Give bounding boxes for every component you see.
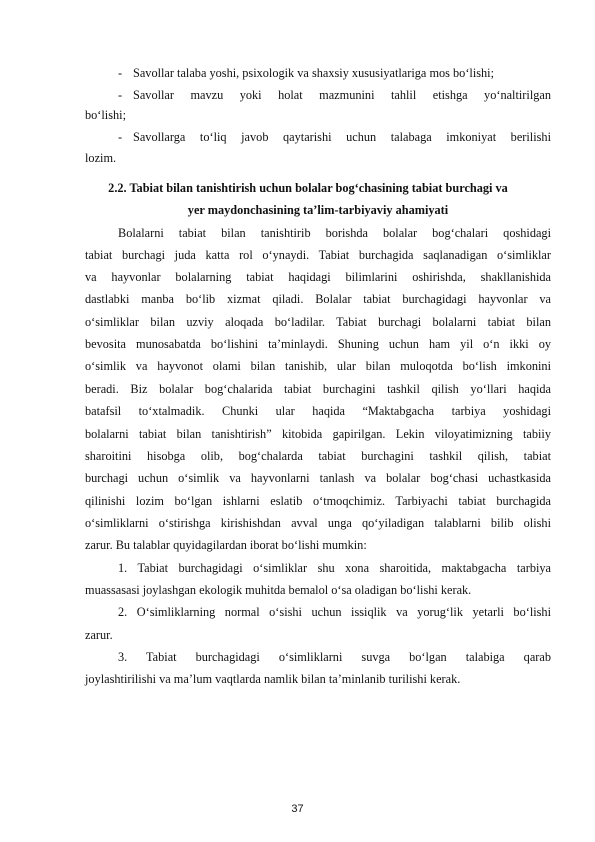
- paragraph-line: o‘simliklarni o‘stirishga kirishishdan avval unga qo‘yiladigan talablarni bilib olishi: [85, 516, 551, 530]
- paragraph-line: dastlabki manba bo‘lib xizmat qiladi. Bolalar tabiat burchagidagi hayvonlar va: [85, 292, 551, 306]
- paragraph-line: batafsil to‘xtalmadik. Chunki ular haqida “Maktabgacha tarbiya yoshidagi: [85, 404, 551, 418]
- paragraph-last-line: zarur. Bu talablar quyidagilardan iborat bo‘lishi mumkin:: [85, 538, 367, 552]
- paragraph-line: bolalarni tabiat bilan tanishtirish” kitobida gapirilgan. Lekin viloyatimizning tabiiy: [85, 427, 551, 441]
- section-heading-line1: 2.2. Tabiat bilan tanishtirish uchun bolalar bog‘chasining tabiat burchagi va: [108, 181, 508, 195]
- paragraph-line: beradi. Biz bolalar bog‘chalarida tabiat burchagini tashkil qilish yo‘llari haqida: [85, 382, 551, 396]
- bullet-dash: -: [118, 88, 123, 102]
- numbered-item-1-cont: muassasasi joylashgan ekologik muhitda bemalol o‘sa oladigan bo‘lishi kerak.: [85, 583, 472, 597]
- paragraph-first-line: Bolalarni tabiat bilan tanishtirib borishda bolalar bog‘chalari qoshidagi: [118, 226, 551, 240]
- bullet-continuation: bo‘lishi;: [85, 108, 126, 122]
- paragraph-line: o‘simlik va hayvonot olami bilan tanishib, ular bilan muloqotda bo‘lish imkonini: [85, 359, 551, 373]
- numbered-item-2: 2. O‘simliklarning normal o‘sishi uchun issiqlik va yorug‘lik yetarli bo‘lishi: [118, 605, 551, 619]
- paragraph-line: qilinishi lozim bo‘lgan ishlarni eslatib o‘tmoqchimiz. Tarbiyachi tabiat burchagida: [85, 494, 551, 508]
- bullet-dash: -: [118, 130, 123, 144]
- bullet-continuation: lozim.: [85, 151, 117, 165]
- numbered-item-1: 1. Tabiat burchagidagi o‘simliklar shu xona sharoitida, maktabgacha tarbiya: [118, 561, 551, 575]
- bullet-dash: -: [118, 66, 123, 80]
- numbered-item-3: 3. Tabiat burchagidagi o‘simliklarni suvga bo‘lgan talabiga qarab: [118, 650, 551, 664]
- paragraph-line: bevosita munosabatda bo‘lishini ta’minlaydi. Shuning uchun ham yil o‘n ikki oy: [85, 337, 551, 351]
- bullet-text: Savollar mavzu yoki holat mazmunini tahlil etishga yo‘naltirilgan: [133, 88, 551, 102]
- bullet-text: Savollar talaba yoshi, psixologik va shaxsiy xususiyatlariga mos bo‘lishi;: [133, 66, 495, 80]
- page-number: 37: [291, 803, 304, 815]
- paragraph-line: o‘simliklar bilan uzviy aloqada bo‘ladilar. Tabiat burchagi bolalarni tabiat bilan: [85, 315, 551, 329]
- section-heading-line2: yer maydonchasining ta’lim-tarbiyaviy ahamiyati: [187, 203, 449, 217]
- paragraph-line: va hayvonlar bolalarning tabiat haqidagi bilimlarini oshirishda, shakllanishida: [85, 270, 551, 284]
- numbered-item-2-cont: zarur.: [85, 628, 113, 642]
- numbered-item-3-cont: joylashtirilishi va ma’lum vaqtlarda namlik bilan ta’minlanib turilishi kerak.: [85, 672, 461, 686]
- paragraph-line: burchagi uchun o‘simlik va hayvonlarni tanlash va bolalar bog‘chasi uchastkasida: [85, 471, 551, 485]
- bullet-text: Savollarga to‘liq javob qaytarishi uchun talabaga imkoniyat berilishi: [133, 130, 551, 144]
- paragraph-line: sharoitini hisobga olib, bog‘chalarda tabiat burchagini tashkil qilish, tabiat: [85, 449, 551, 463]
- paragraph-line: tabiat burchagi juda katta rol o‘ynaydi. Tabiat burchagida saqlanadigan o‘simliklar: [85, 248, 551, 262]
